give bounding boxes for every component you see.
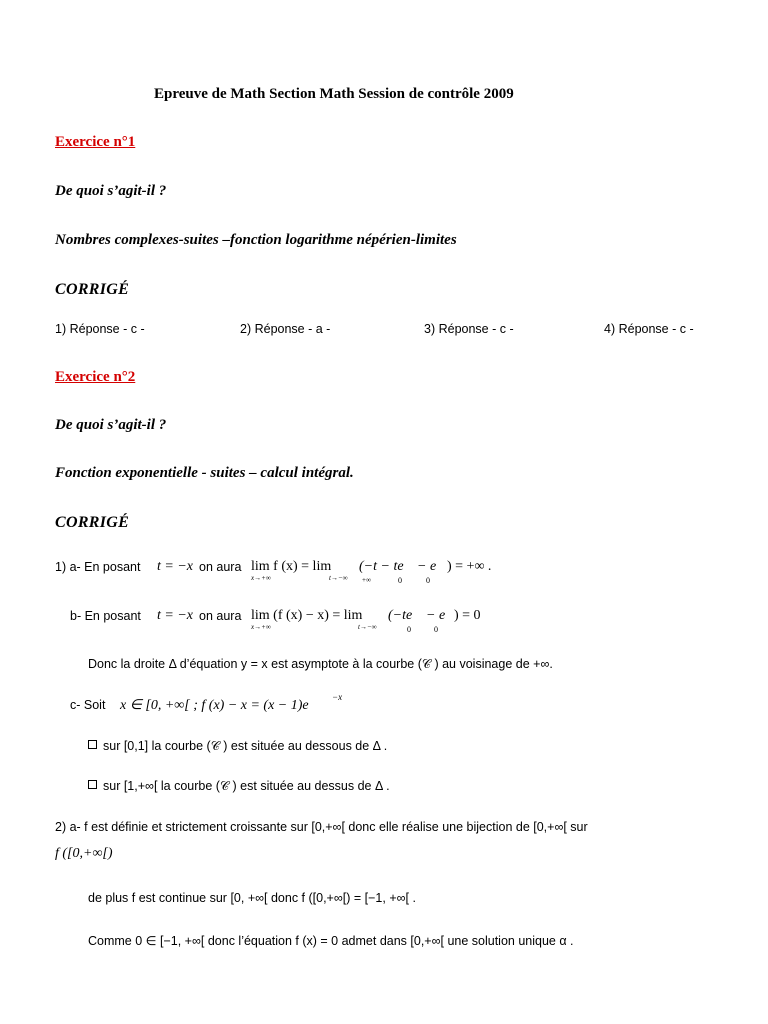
line-2a-cont: f ([0,+∞[) <box>55 846 113 861</box>
answer-4: 4) Réponse - c - <box>604 322 694 336</box>
asymptote-line: Donc la droite Δ d’équation y = x est asymptote à la courbe (𝒞 ) au voisinage de +∞. <box>88 657 553 671</box>
line-1c: c- Soit x ∈ [0, +∞[ ; f (x) − x = (x − 1)e −x <box>70 692 343 713</box>
answer-2: 2) Réponse - a - <box>240 322 331 336</box>
square-bullet-icon <box>88 740 97 749</box>
exercise-2-topic: Fonction exponentielle - suites – calcul intégral. <box>55 465 354 481</box>
document-title: Epreuve de Math Section Math Session de contrôle 2009 <box>154 86 514 102</box>
exercise-2-corrige: CORRIGÉ <box>55 514 130 531</box>
exercise-1-topic: Nombres complexes-suites –fonction logarithme népérien-limites <box>55 232 457 248</box>
square-bullet-icon <box>88 780 97 789</box>
exercise-1-question: De quoi s’agit-il ? <box>55 183 167 199</box>
answer-3: 3) Réponse - c - <box>424 322 514 336</box>
exercise-2-title: Exercice n°2 <box>55 369 136 385</box>
exercise-2-question: De quoi s’agit-il ? <box>55 417 167 433</box>
bullet-above: sur [1,+∞[ la courbe (𝒞 ) est située au dessus de Δ . <box>88 779 390 794</box>
answer-1: 1) Réponse - c - <box>55 322 145 336</box>
line-2b: de plus f est continue sur [0, +∞[ donc f ([0,+∞[) = [−1, +∞[ . <box>88 891 416 905</box>
bullet-below: sur [0,1] la courbe (𝒞 ) est située au dessous de Δ . <box>88 739 387 754</box>
exercise-1-corrige: CORRIGÉ <box>55 281 130 298</box>
line-1b: b- En posant t = −x on aura lim (f (x) − x) = lim x→+∞ t→−∞ (−te − e ) = 0 0 0 <box>70 608 481 634</box>
line-2a: 2) a- f est définie et strictement croissante sur [0,+∞[ donc elle réalise une bijection de [0,+∞[ sur <box>55 820 588 834</box>
line-1a: 1) a- En posant t = −x on aura lim f (x) = lim x→+∞ t→−∞ (−t − te − e ) = +∞ . +∞ 0 0 <box>55 559 492 585</box>
line-2c: Comme 0 ∈ [−1, +∞[ donc l’équation f (x) = 0 admet dans [0,+∞[ une solution unique α . <box>88 934 574 948</box>
exercise-1-title: Exercice n°1 <box>55 134 136 150</box>
